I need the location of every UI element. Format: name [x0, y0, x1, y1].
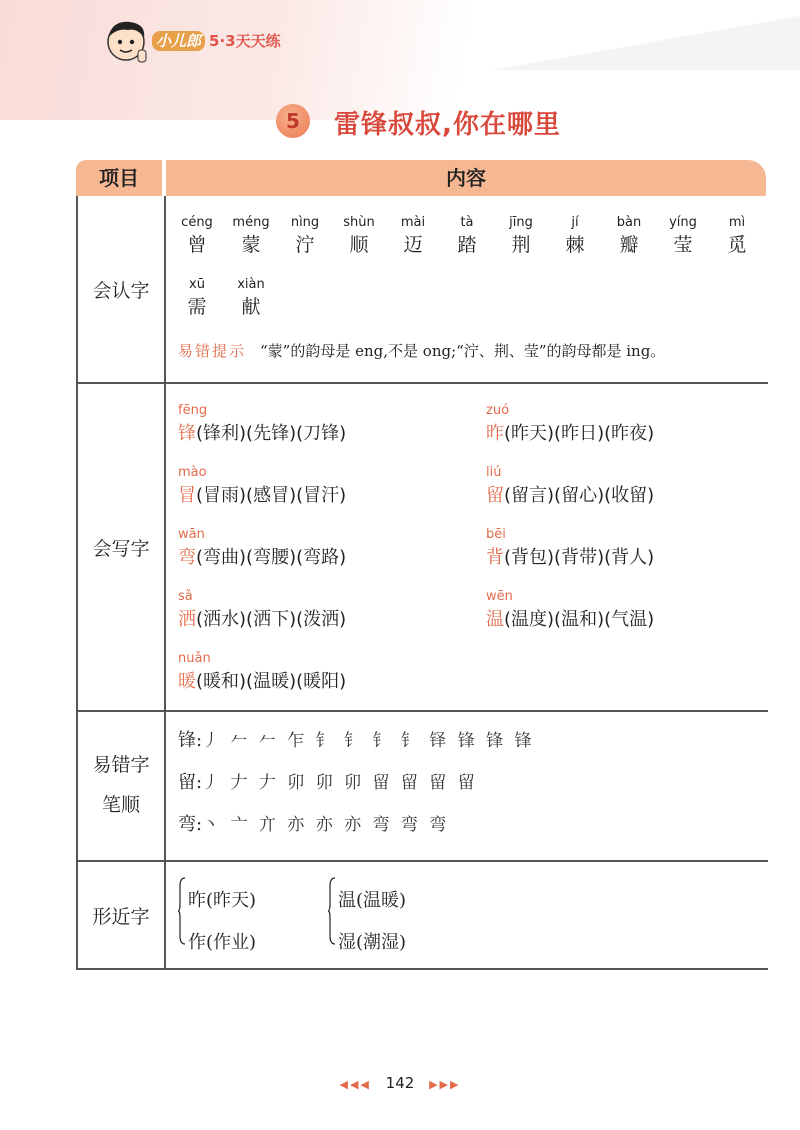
list-item: yíng 莹 [669, 215, 697, 256]
brace-icon [178, 876, 186, 946]
row-label-write: 会写字 [92, 538, 150, 560]
list-item: mài 迈 [400, 215, 426, 256]
similar-pair: 昨(昨天) 作(作业) [178, 876, 338, 956]
list-item: liú 留(留言)(留心)(收留) [486, 465, 655, 506]
next-arrows-icon: ▶▶▶ [429, 1078, 461, 1091]
row-divider [78, 382, 768, 384]
mascot-icon [100, 16, 152, 68]
series-logo [152, 30, 281, 51]
list-item: wēn 温(温度)(温和)(气温) [486, 589, 655, 630]
list-item: tà 踏 [457, 215, 477, 256]
similar-pair: 温(温暖) 湿(潮湿) [328, 876, 488, 956]
list-item: shùn 顺 [343, 215, 375, 256]
series-name: 5·3天天练 [209, 32, 281, 50]
list-item: mì 觅 [727, 215, 747, 256]
list-item: bàn 瓣 [616, 215, 642, 256]
list-item: nìng 泞 [290, 215, 320, 256]
recognize-row-1 [170, 214, 764, 258]
recognize-row-2 [170, 276, 278, 320]
brace-icon [328, 876, 336, 946]
list-item: jīng 荆 [509, 215, 533, 256]
error-tip [178, 340, 665, 361]
row-label-recognize: 会认字 [92, 280, 150, 302]
row-divider [78, 860, 768, 862]
list-item: méng 蒙 [232, 215, 270, 256]
header-item: 项目 [76, 160, 162, 196]
page-number: 142 [385, 1074, 415, 1092]
list-item: zuó 昨(昨天)(昨日)(昨夜) [486, 403, 655, 444]
lesson-number: 5 [276, 104, 310, 138]
lesson-table [76, 160, 766, 968]
row-label-strokes-1: 易错字 [92, 754, 150, 776]
table-body [76, 196, 768, 970]
list-item: bēi 背(背包)(背带)(背人) [486, 527, 655, 568]
row-label-strokes-2: 笔顺 [101, 794, 140, 816]
label-column [78, 196, 166, 968]
list-item: fēng 锋(锋利)(先锋)(刀锋) [178, 403, 347, 444]
list-item: wān 弯(弯曲)(弯腰)(弯路) [178, 527, 347, 568]
list-item: sǎ 洒(洒水)(洒下)(泼洒) [178, 589, 347, 630]
list-item: jí 棘 [565, 215, 585, 256]
prev-arrows-icon: ◀◀◀ [339, 1078, 371, 1091]
row-divider [78, 710, 768, 712]
stroke-order-row: 弯:丶 亠 亣 亦 亦 亦 弯 弯 弯 [178, 814, 450, 835]
header-content: 内容 [166, 160, 766, 196]
list-item: nuǎn 暖(暖和)(温暖)(暖阳) [178, 651, 347, 692]
brand-name: 小儿郎 [152, 31, 205, 51]
stroke-order-row: 锋:丿 𠂉 𠂉 乍 钅 钅 钅 钅 铎 锋 锋 锋 [178, 730, 535, 751]
tip-text: “蒙”的韵母是 eng,不是 ong;“泞、荆、莹”的韵母都是 ing。 [260, 342, 666, 360]
row-label-similar: 形近字 [92, 906, 150, 928]
list-item: xiàn 献 [237, 277, 265, 318]
stroke-order-row: 留:丿 𠂇 𠂇 卯 卯 卯 留 留 留 留 [178, 772, 478, 793]
lesson-title: 雷锋叔叔,你在哪里 [334, 110, 561, 140]
list-item: céng 曾 [181, 215, 213, 256]
list-item: mào 冒(冒雨)(感冒)(冒汗) [178, 465, 347, 506]
tip-label: 易错提示 [178, 342, 247, 360]
page-footer [0, 1074, 800, 1092]
header-fold [420, 0, 800, 70]
list-item: xū 需 [187, 277, 207, 318]
